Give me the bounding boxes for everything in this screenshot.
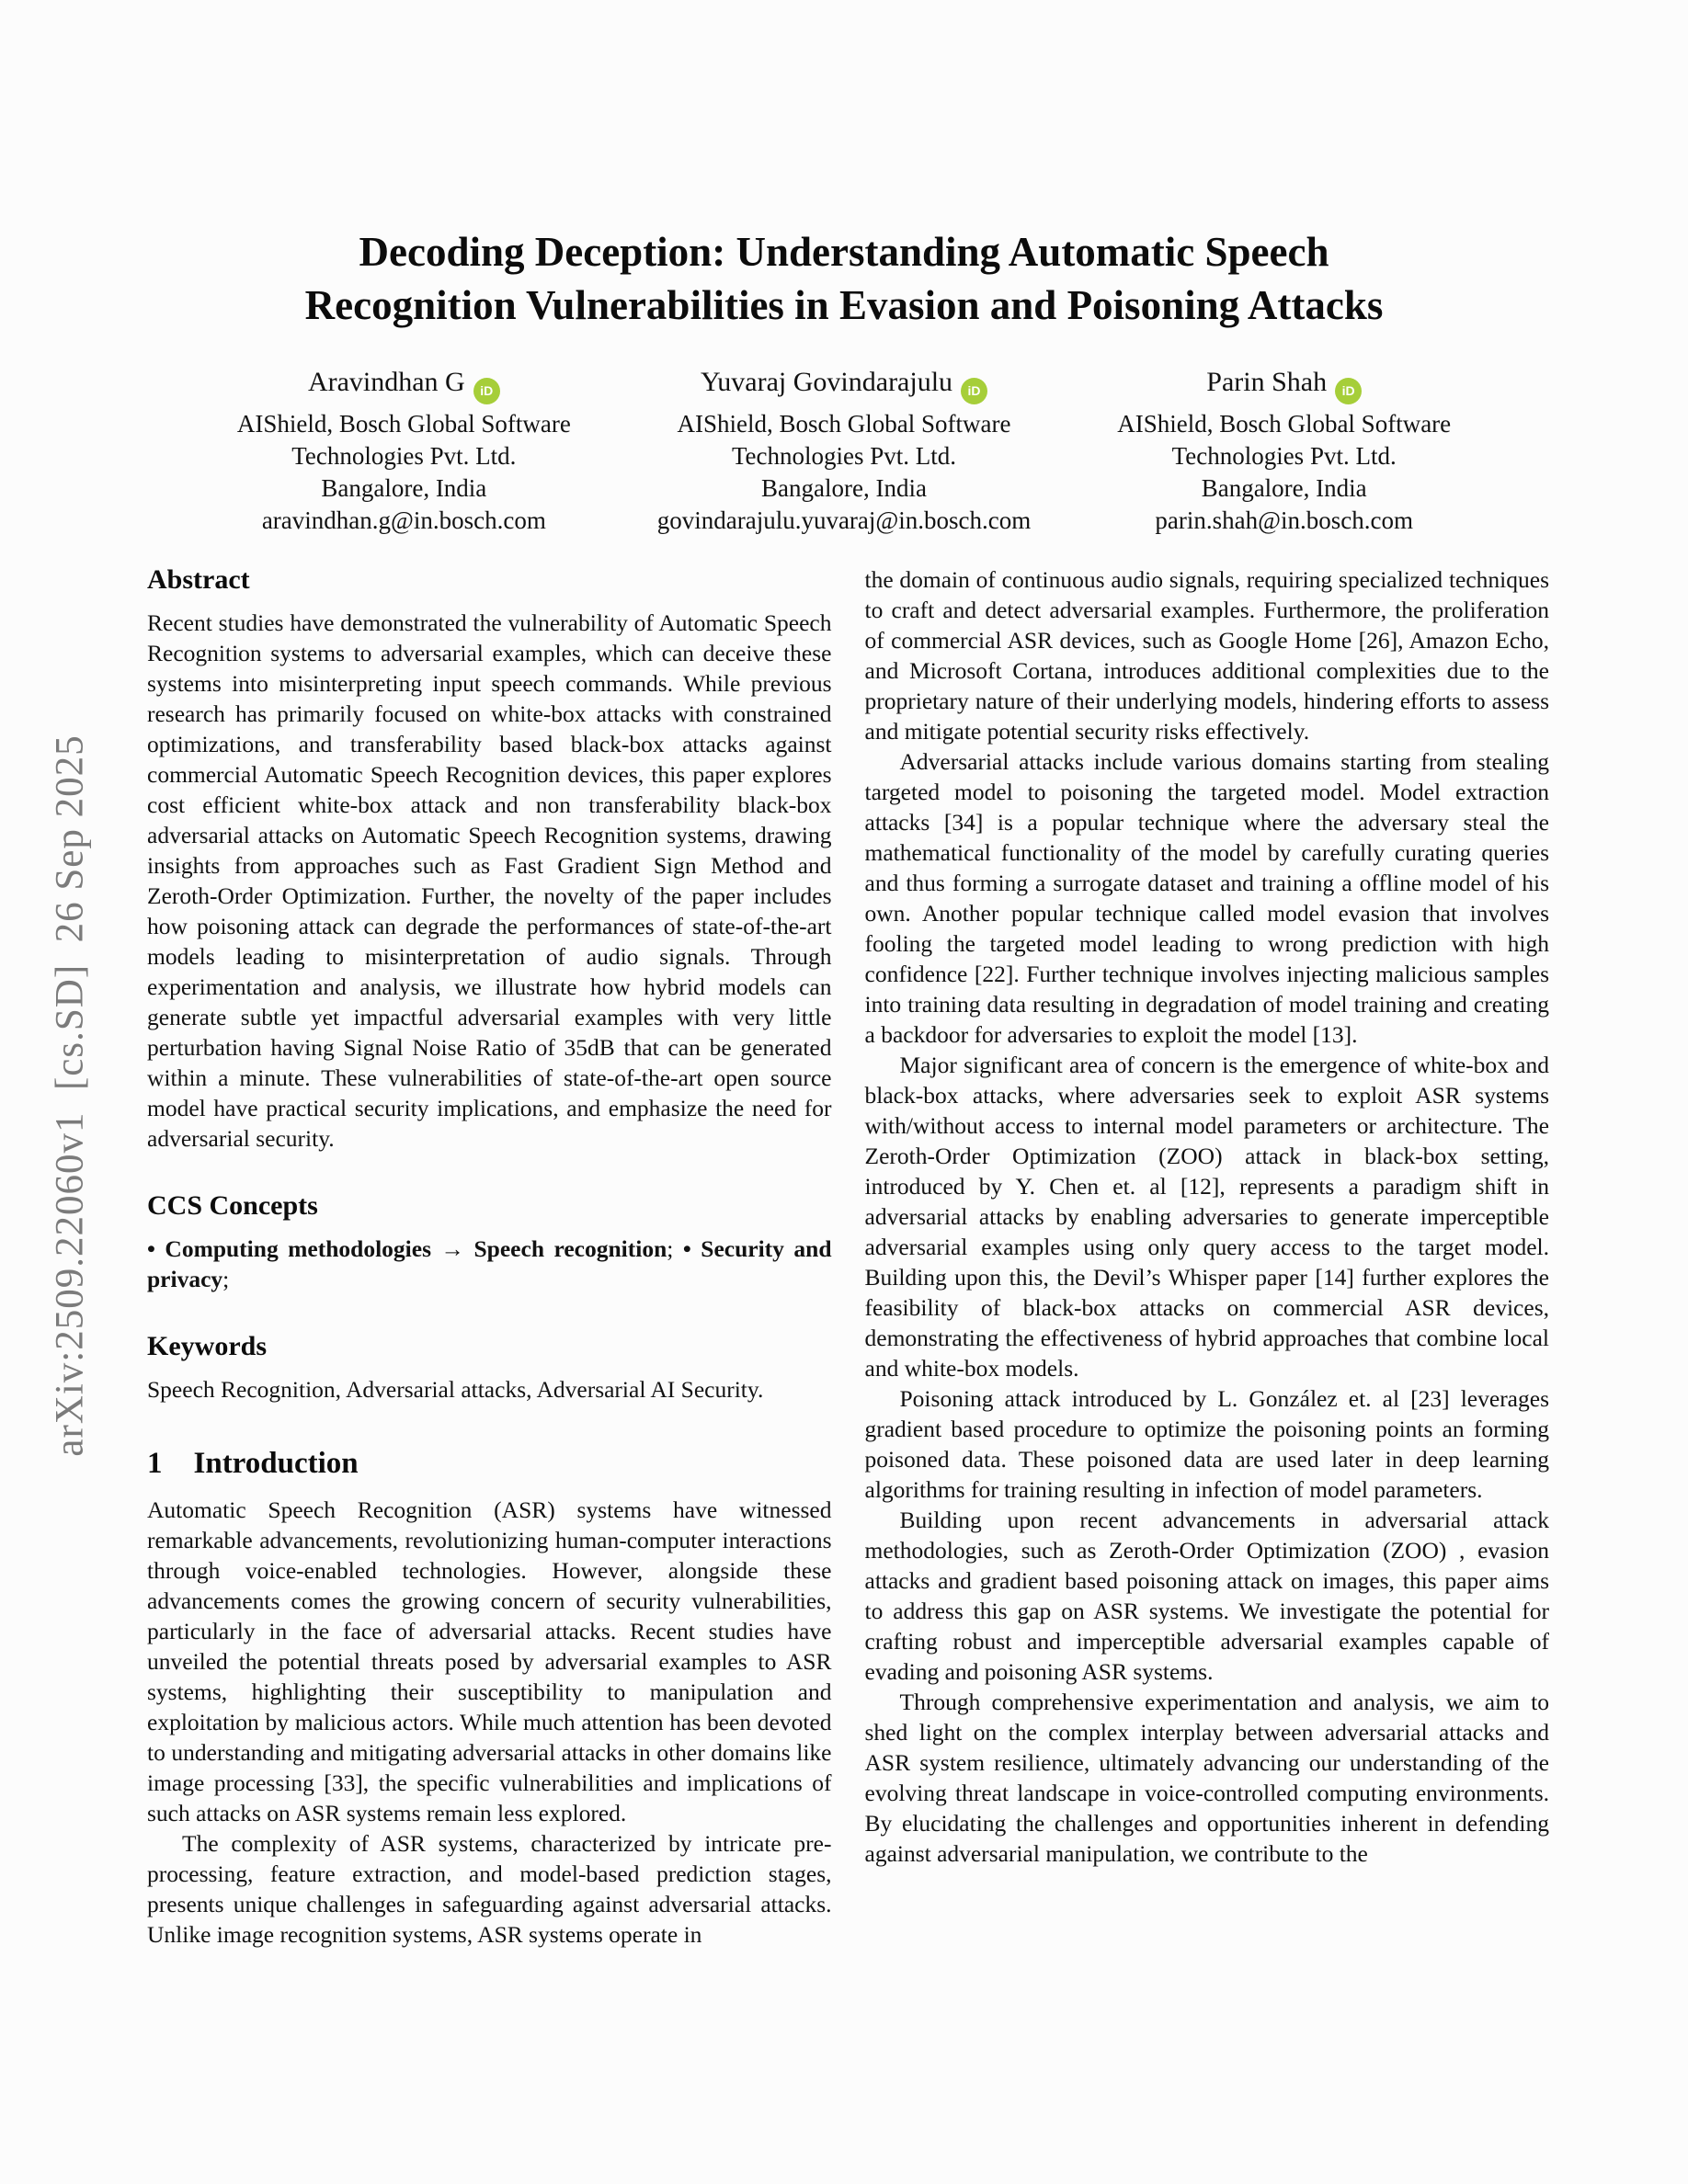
paper-title-line-1: Decoding Deception: Understanding Automatic Speech (359, 229, 1329, 275)
ccs-heading: CCS Concepts (147, 1190, 318, 1222)
author-name-row (1064, 365, 1504, 404)
two-column-body (147, 564, 1549, 1950)
author-name-row (624, 365, 1065, 404)
paragraph: Building upon recent advancements in adversarial attack methodologies, such as Zeroth-Order Optimization (ZOO) , evasion attacks and gradient based poisoning attack on images, this paper aims to address this gap on ASR systems. We investigate the potential for crafting robust and imperceptible adversarial examples capable of evading and poisoning ASR systems. (864, 1507, 1549, 1686)
paragraph: Poisoning attack introduced by L. González et. al [23] leverages gradient based procedure to optimize the poisoning points an forming poisoned data. These poisoned data are used later in deep learning algorithms for training resulting in infection of model parameters. (864, 1385, 1549, 1504)
author-email: parin.shah@in.bosch.com (1155, 506, 1413, 535)
author-affiliation-line1: AIShield, Bosch Global Software (1117, 410, 1452, 438)
author-name: Parin Shah (1206, 367, 1328, 398)
orcid-icon[interactable] (1335, 378, 1362, 404)
arxiv-watermark: arXiv:2509.22060v1 [cs.SD] 26 Sep 2025 (48, 734, 92, 1457)
right-column (865, 564, 1550, 1950)
orcid-icon-label: iD (1341, 383, 1355, 399)
paragraph: The complexity of ASR systems, characterized by intricate pre-processing, feature extraction, and model-based prediction stages, presents unique challenges in safeguarding against adversarial attacks. Unlike image recognition systems, ASR systems operate in (147, 1830, 832, 1949)
ccs-arrow: → (440, 1235, 474, 1263)
section-number: 1 (147, 1447, 163, 1481)
ccs-concept-1-sub: Speech recognition (473, 1235, 667, 1263)
paragraph: Automatic Speech Recognition (ASR) systems have witnessed remarkable advancements, revolutionizing human-computer interactions through voice-enabled technologies. However, alongside these advancements comes the growing concern of security vulnerabilities, particularly in the face of adversarial attacks. Recent studies have unveiled the potential threats posed by adversarial examples to ASR systems, highlighting their susceptibility to manipulation and exploitation by malicious actors. While much attention has been devoted to understanding and mitigating adversarial attacks in other domains like image processing [33], the specific vulnerabilities and implications of such attacks on ASR systems remain less explored. (147, 1496, 832, 1827)
author-block-1 (184, 365, 624, 537)
paper-title (0, 0, 1688, 332)
author-city: Bangalore, India (761, 474, 927, 503)
paper-title-line-2: Recognition Vulnerabilities in Evasion and Poisoning Attacks (304, 281, 1384, 328)
ccs-separator-2: ; (222, 1266, 230, 1293)
author-affiliation-line2: Technologies Pvt. Ltd. (291, 442, 517, 471)
author-block-3 (1064, 365, 1504, 537)
abstract-text: Recent studies have demonstrated the vulnerability of Automatic Speech Recognition systems to adversarial examples, which can deceive these systems into misinterpreting input speech commands. While previous research has primarily focused on white-box attacks with constrained optimizations, and transferability based black-box attacks against commercial Automatic Speech Recognition devices, this paper explores cost efficient white-box attack and non transferability black-box adversarial attacks on Automatic Speech Recognition systems, drawing insights from approaches such as Fast Gradient Sign Method and Zeroth-Order Optimization. Further, the novelty of the paper includes how poisoning attack can degrade the performances of state-of-the-art models leading to misinterpretation of audio signals. Through experimentation and analysis, we illustrate how hybrid models can generate subtle yet impactful adversarial examples with very little perturbation having Signal Noise Ratio of 35dB that can be generated within a minute. These vulnerabilities of state-of-the-art open source model have practical security implications, and emphasize the need for adversarial security. (147, 609, 832, 1153)
author-city: Bangalore, India (1201, 474, 1367, 503)
paragraph: Adversarial attacks include various domains starting from stealing targeted model to poisoning the targeted model. Model extraction attacks [34] is a popular technique where the adversary steal the mathematical functionality of the model by carefully curating queries and thus forming a surrogate dataset and training a offline model of his own. Another popular technique called model evasion that involves fooling the targeted model leading to wrong prediction with high confidence [22]. Further technique involves injecting malicious samples into training data resulting in degradation of model training and creating a backdoor for adversaries to exploit the model [13]. (864, 748, 1549, 1049)
paragraph: Through comprehensive experimentation and analysis, we aim to shed light on the complex interplay between adversarial attacks and ASR system resilience, ultimately advancing our understanding of the evolving threat landscape in voice-controlled computing environments. By elucidating the challenges and opportunities inherent in defending against adversarial manipulation, we contribute to the (864, 1689, 1549, 1868)
author-affiliation-line2: Technologies Pvt. Ltd. (731, 442, 957, 471)
paragraph: Major significant area of concern is the emergence of white-box and black-box attacks, where adversaries seek to exploit ASR systems with/without access to internal model parameters or architecture. The Zeroth-Order Optimization (ZOO) attack in black-box setting, introduced by Y. Chen et. al [12], represents a paradigm shift in adversarial attacks by enabling adversaries to generate imperceptible adversarial examples using only query access to the target model. Building upon this, the Devil’s Whisper paper [14] further explores the feasibility of black-box attacks on commercial ASR devices, demonstrating the effectiveness of hybrid approaches that combine local and white-box models. (864, 1052, 1549, 1382)
orcid-icon[interactable] (473, 378, 500, 404)
author-email: aravindhan.g@in.bosch.com (261, 506, 546, 535)
author-affiliation-line1: AIShield, Bosch Global Software (677, 410, 1011, 438)
author-email: govindarajulu.yuvaraj@in.bosch.com (656, 506, 1032, 535)
introduction-heading (147, 1447, 832, 1480)
author-block-2 (624, 365, 1065, 537)
orcid-icon-label: iD (480, 383, 494, 399)
ccs-separator-1: ; (667, 1235, 683, 1263)
keywords-heading: Keywords (147, 1331, 267, 1362)
orcid-icon[interactable] (961, 378, 987, 404)
authors-row (184, 365, 1504, 537)
author-name-row (184, 365, 624, 404)
author-city: Bangalore, India (321, 474, 487, 503)
left-column (147, 564, 832, 1950)
paragraph: the domain of continuous audio signals, requiring specialized techniques to craft and detect adversarial examples. Furthermore, the proliferation of commercial ASR devices, such as Google Home [26], Amazon Echo, and Microsoft Cortana, introduces additional complexities due to the proprietary nature of their underlying models, hindering efforts to assess and mitigate potential security risks effectively. (864, 566, 1549, 745)
orcid-icon-label: iD (967, 383, 981, 399)
section-title: Introduction (193, 1447, 359, 1481)
ccs-concepts-text (147, 1234, 832, 1294)
author-name: Aravindhan G (307, 367, 465, 398)
abstract-heading: Abstract (147, 564, 250, 596)
author-affiliation-line2: Technologies Pvt. Ltd. (1171, 442, 1397, 471)
author-name: Yuvaraj Govindarajulu (700, 367, 953, 398)
keywords-text: Speech Recognition, Adversarial attacks, Adversarial AI Security. (147, 1376, 764, 1404)
author-affiliation-line1: AIShield, Bosch Global Software (236, 410, 571, 438)
ccs-concept-1: • Computing methodologies (147, 1235, 441, 1263)
ccs-concept-2: • Security and privacy (147, 1235, 832, 1293)
